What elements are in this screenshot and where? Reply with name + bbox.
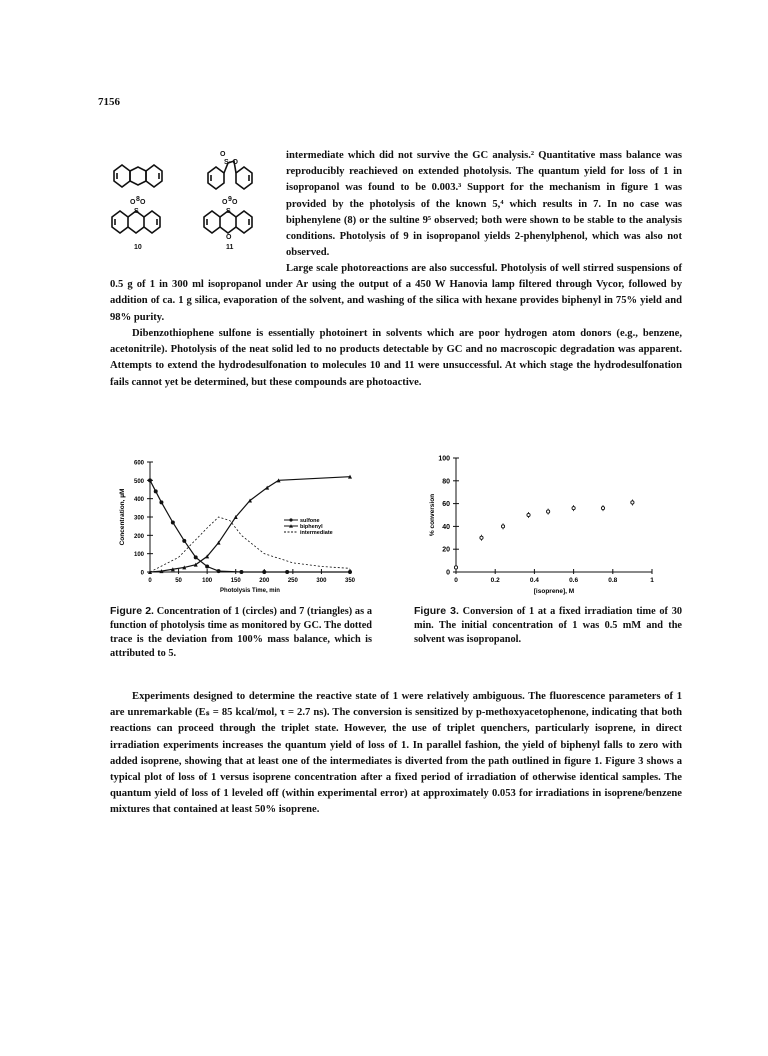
data-point-sulfone bbox=[348, 570, 352, 574]
x-tick-label: 0.4 bbox=[529, 577, 539, 584]
data-point-sulfone bbox=[217, 569, 221, 573]
data-point-sulfone bbox=[262, 570, 266, 574]
data-point-sulfone bbox=[148, 478, 152, 482]
x-tick-label: 1 bbox=[650, 577, 654, 584]
atom-label: O bbox=[130, 199, 136, 206]
data-point-sulfone bbox=[182, 539, 186, 543]
paragraph-2: Large scale photoreactions are also successful. Photolysis of well stirred suspensions of 0.5 g of 1 in 300 ml isopropanol under Ar using the output of a 450 W Hanovia lamp filtered through Vycor, followed by addition of ca. 1 g silica, evaporation of the solvent, and washing of the silica with hexane provides biphenyl in 75% yield and 98% purity. bbox=[110, 263, 682, 323]
x-tick-label: 0 bbox=[148, 578, 152, 584]
compound-label: 10 bbox=[134, 244, 142, 251]
y-tick-label: 400 bbox=[133, 497, 144, 504]
x-tick-label: 250 bbox=[287, 578, 298, 584]
y-tick-label: 60 bbox=[442, 501, 450, 509]
y-axis-label: Concentration, µM bbox=[119, 488, 126, 546]
data-point-sulfone bbox=[194, 555, 198, 559]
data-point bbox=[547, 510, 550, 513]
x-axis-label: [isoprene], M bbox=[533, 588, 575, 595]
data-point-sulfone bbox=[285, 570, 289, 574]
data-point bbox=[601, 507, 604, 510]
structures-panel bbox=[100, 143, 270, 258]
figure-3-chart bbox=[416, 450, 656, 600]
figure-3-caption bbox=[414, 604, 682, 647]
y-tick-label: 80 bbox=[442, 478, 450, 486]
y-tick-label: 100 bbox=[438, 455, 450, 463]
figure-2-title: Figure 2. bbox=[110, 605, 154, 617]
x-tick-label: 350 bbox=[344, 578, 356, 584]
x-tick-label: 200 bbox=[259, 578, 270, 584]
figure-2-caption bbox=[110, 604, 372, 661]
atom-label: O bbox=[222, 199, 228, 206]
data-point-sulfone bbox=[154, 489, 158, 493]
data-point-sulfone bbox=[239, 570, 243, 574]
atom-label: S bbox=[134, 208, 139, 215]
y-tick-label: 200 bbox=[133, 533, 144, 540]
figure-2-caption-text: Concentration of 1 (circles) and 7 (triangles) as a function of photolysis time as monitored by GC. The dotted trace is the deviation from 100% mass balance, which is attributed to 5. bbox=[110, 606, 372, 659]
paragraph-3: Dibenzothiophene sulfone is essentially photoinert in solvents which are poor hydrogen atom donors (e.g., benzene, acetonitrile). Photolysis of the neat solid led to no products detectable by GC and no macroscopic degradation was apparent. Attempts to extend the hydrodesulfonation to molecules 10 and 11 were unsuccessful. At which stage the hydrodesulfonation fails cannot yet be determined, but these compounds are photoactive. bbox=[110, 328, 682, 388]
atom-label: O bbox=[226, 234, 232, 241]
data-point-sulfone bbox=[159, 500, 163, 504]
atom-label: S bbox=[226, 208, 231, 215]
compound-label: 11 bbox=[226, 244, 234, 251]
x-tick-label: 100 bbox=[202, 578, 213, 584]
y-tick-label: 0 bbox=[140, 570, 144, 577]
y-tick-label: 20 bbox=[442, 546, 450, 554]
y-tick-label: 600 bbox=[133, 460, 144, 467]
paragraph-1: intermediate which did not survive the GC analysis.² Quantitative mass balance was reproducibly reachieved on extended photolysis. The quantum yield for loss of 1 in isopropanol was found to be 0.003.³ Support for the mechanism in figure 1 was provided by the photolysis of the known 5,⁴ which results in 7. In no case was biphenylene (8) or the sultine 9⁵ observed; both were shown to be stable to the analysis conditions. Photolysis of 9 in isopropanol yields 2-phenylphenol, which was also not observed. bbox=[286, 150, 682, 259]
data-point-sulfone bbox=[171, 521, 175, 525]
atom-label: O bbox=[220, 151, 226, 158]
x-tick-label: 0.6 bbox=[569, 577, 579, 584]
atom-label: O bbox=[140, 199, 146, 206]
x-tick-label: 0.2 bbox=[490, 577, 500, 584]
data-point bbox=[572, 507, 575, 510]
y-axis-label: % conversion bbox=[429, 493, 436, 537]
y-tick-label: 300 bbox=[133, 515, 144, 522]
data-point bbox=[527, 513, 530, 516]
x-tick-label: 0 bbox=[454, 577, 458, 584]
figure-3-caption-text: Conversion of 1 at a fixed irradiation time of 30 min. The initial concentration of 1 was 0.5 mM and the solvent was isopropanol. bbox=[414, 606, 683, 645]
data-point bbox=[501, 525, 504, 528]
legend-label-intermediate: intermediate bbox=[300, 530, 333, 536]
x-tick-label: 0.8 bbox=[608, 577, 618, 584]
data-point bbox=[480, 536, 483, 539]
atom-label: O bbox=[232, 199, 238, 206]
x-tick-label: 50 bbox=[175, 578, 182, 584]
data-point bbox=[631, 501, 634, 504]
data-point-sulfone bbox=[205, 565, 209, 569]
legend-label-biphenyl: biphenyl bbox=[300, 524, 323, 530]
x-tick-label: 150 bbox=[230, 578, 241, 584]
figure-2-chart bbox=[108, 454, 378, 604]
paragraph-4: Experiments designed to determine the reactive state of 1 were relatively ambiguous. The fluorescence parameters of 1 are unremarkable (Eₛ = 85 kcal/mol, τ = 2.7 ns). The conversion is sensitized by p-methoxyacetophenone, indicating that both reactions can proceed through the triplet state. However, the use of triplet quenchers, particularly isoprene, in direct irradiation experiments increases the quantum yield of loss of 1. In parallel fashion, the yield of biphenyl falls to zero with added isoprene, showing that at least one of the intermediates is diverted from the path outlined in figure 1. Figure 3 shows a typical plot of loss of 1 versus isoprene concentration after a fixed period of irradiation of otherwise identical samples. The quantum yield of loss of 1 leveled off (within experimental error) at approximately 0.053 for irradiations in isoprene/benzene mixtures that contained at least 50% isoprene. bbox=[110, 691, 682, 816]
y-tick-label: 40 bbox=[442, 523, 450, 531]
legend-marker-sulfone bbox=[289, 518, 292, 521]
biphenylene-structure bbox=[114, 165, 162, 187]
x-tick-label: 300 bbox=[316, 578, 327, 584]
figure-3-title: Figure 3. bbox=[414, 605, 459, 617]
legend-label-sulfone: sulfone bbox=[300, 518, 320, 524]
x-axis-label: Photolysis Time, min bbox=[220, 588, 280, 594]
y-tick-label: 100 bbox=[133, 552, 144, 559]
compound-label: 8 bbox=[136, 196, 140, 203]
y-tick-label: 500 bbox=[133, 478, 144, 485]
atom-label: S–O bbox=[224, 159, 239, 166]
compound-label: 9 bbox=[228, 196, 232, 203]
y-tick-label: 0 bbox=[446, 569, 450, 577]
data-point bbox=[454, 566, 457, 569]
page-number: 7156 bbox=[98, 96, 120, 108]
